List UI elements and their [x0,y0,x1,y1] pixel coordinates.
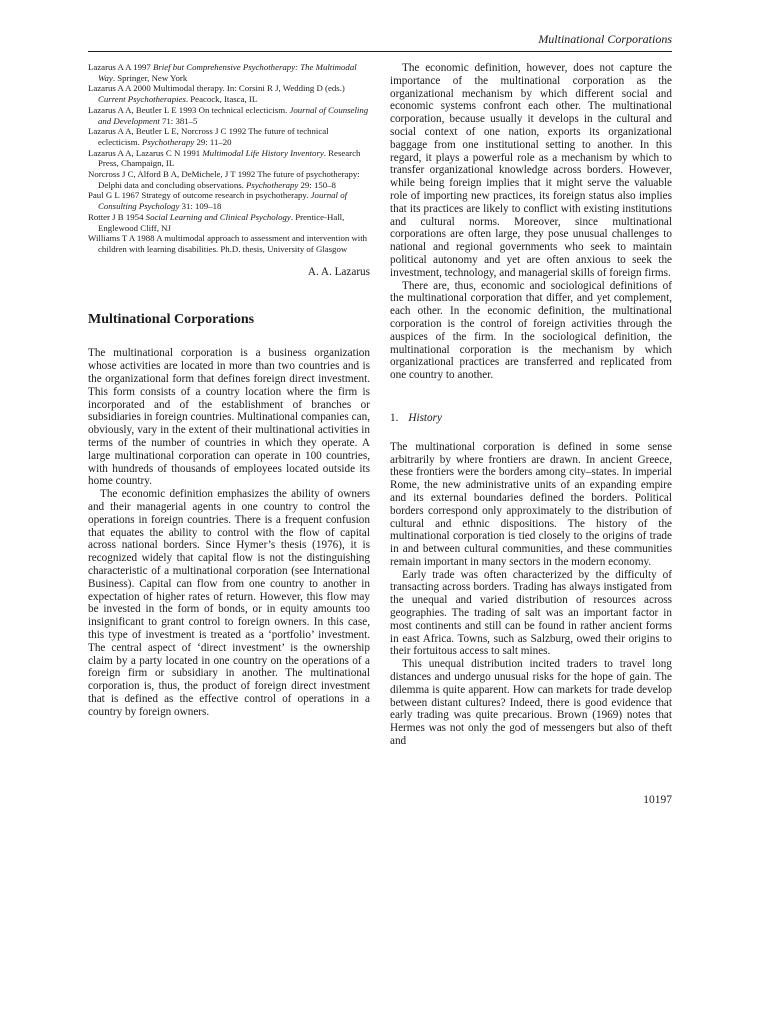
article-title: Multinational Corporations [88,312,255,328]
right-column [390,62,672,748]
section-title: History [408,411,442,424]
page-number: 10197 [643,794,672,806]
body-paragraph: There are, thus, economic and sociological definitions of the multinational corporation that differ, and yet complement, each other. In the economic definition, the multinational corporation is the control of foreign activities through the auspices of the firm. In the sociological definition, the multinational corporation is the mechanism by which organizational practices are transferred and replicated from one country to another. [390,279,672,382]
reference-item: Lazarus A A, Beutler L E, Norcross J C 1992 The future of technical eclecticism. Psychotherapy 29: 11–20 [88,126,329,147]
reference-item: Lazarus A A 2000 Multimodal therapy. In: Corsini R J, Wedding D (eds.) Current Psychotherapies. Peacock, Itasca, IL [88,83,345,105]
reference-item: Lazarus A A 1997 Brief but Comprehensive Psychotherapy: The Multimodal Way. Springer, New York [88,62,357,83]
body-paragraph: The economic definition, however, does not capture the importance of the multinational corporation as the organizational mechanism by which different social and economic systems confront each other. The multinational corporation, because usually it develops in the cultural and social context of one nation, exports its organizational baggage from one institutional setting to another. In this regard, it plays a powerful role as a mechanism by which to transfer organizational knowledge across borders. However, while being foreign implies that it might serve the valuable role of importing new practices, its foreign status also implies that its practices are likely to conflict with existing institutions and cultural norms. Moreover, since multinational corporations are often large, they pose unusual challenges to national and regional governments who seek to maintain political autonomy and yet are often anxious to seek the investment, technology, and managerial skills of foreign firms. [390,62,672,279]
header-rule [88,51,672,52]
reference-item: Lazarus A A, Lazarus C N 1991 Multimodal Life History Inventory. Research Press, Champaign, IL [88,147,361,169]
reference-item: Rotter J B 1954 Social Learning and Clinical Psychology. Prentice-Hall, Englewood Cliff, NJ [88,211,345,233]
body-paragraph: Early trade was often characterized by the difficulty of transacting across borders. Trading has always instigated from the unequal and varied distribution of resources across geographies. The trading of salt was an important factor in most continents and still can be found in rather ancient forms in east Africa. Towns, such as Salzburg, owed their origins to their fortuitous access to salt mines. [390,568,672,658]
author-signature: A. A. Lazarus [307,265,370,278]
section-number: 1. [390,411,399,424]
running-head: Multinational Corporations [538,32,672,46]
body-paragraph: The multinational corporation is a business organization whose activities are located in more than two countries and is the organizational form that defines foreign direct investment. This form consists of a country location where the firm is incorporated and of the establishment of branches or subsidiaries in foreign countries. Multinational companies can, obviously, vary in the extent of their multinational activities in terms of the number of countries in which they operate. A large multinational corporation can operate in 100 countries, with hundreds of thousands of employees located outside its home country. [88,347,370,488]
reference-item: Paul G L 1967 Strategy of outcome research in psychotherapy. Journal of Consulting Psychology 31: 109–18 [88,190,348,212]
section-heading [390,412,672,425]
body-paragraph: The economic definition emphasizes the ability of owners and their managerial agents in one country to control the operations in foreign countries. There is a frequent confusion that equates the ability to control with the flow of capital across national borders. Since Hymer’s thesis (1976), it is recognized widely that capital flow is not the distinguishing characteristic of a multinational corporation (see International Business). Capital can flow from one country to another in expectation of higher rates of return. However, this flow may be invested in the form of bonds, or in equity amounts too insignificant to grant control to foreign owners. In this case, this type of investment is treated as a ‘portfolio’ investment. The central aspect of ‘direct investment’ is the ownership claim by a party located in one country on the operations of a foreign firm or subsidiary in another. The multinational corporation is, thus, the product of foreign direct investment that is defined as the effective control of operations in a country by foreign owners. [88,488,370,718]
left-column [88,62,370,719]
body-paragraph: The multinational corporation is defined in some sense arbitrarily by where frontiers are drawn. In ancient Greece, these frontiers were the borders among city–states. In imperial Rome, the new administrative units of an expanding empire and its external boundaries defined the borders. Political borders correspond only approximately to the distribution of cultural and ethnic dispositions. The history of the multinational corporation is tied closely to the origins of trade in and between cultural communities, and these communities remain important in many sectors in the modern economy. [390,440,672,568]
reference-list [88,62,370,255]
reference-item: Norcross J C, Alford B A, DeMichele, J T 1992 The future of psychotherapy: Delphi data and concluding observations. Psychotherapy 29: 150–8 [88,169,360,190]
body-paragraph: This unequal distribution incited traders to travel long distances and undergo unusual risks for the hope of gain. The dilemma is quite apparent. How can markets for trade develop between distant cultures? Indeed, there is good evidence that early trading was quite precarious. Brown (1969) notes that Hermes was not only the god of messengers but also of theft and [390,658,672,748]
reference-item: Williams T A 1988 A multimodal approach to assessment and intervention with children with learning disabilities. Ph.D. thesis, University of Glasgow [88,233,368,254]
reference-item: Lazarus A A, Beutler L E 1993 On technical eclecticism. Journal of Counseling and Development 71: 381–5 [88,104,369,126]
